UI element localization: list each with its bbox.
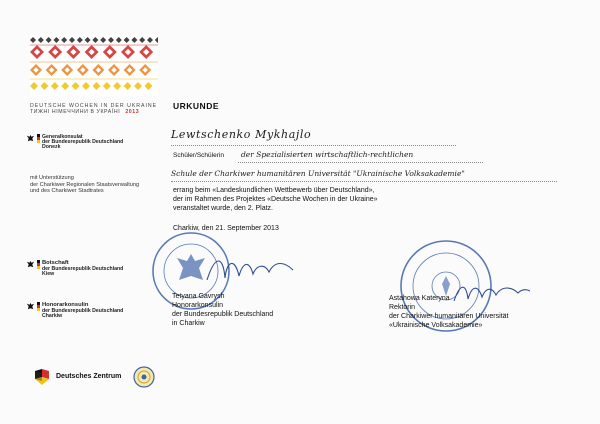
support-line1: mit Unterstützung bbox=[30, 175, 74, 181]
school-line1: der Spezialisierten wirtschaftlich-rechtlichen bbox=[241, 150, 414, 159]
school-underline2 bbox=[171, 181, 557, 182]
cube-logo-icon bbox=[33, 368, 51, 386]
signer-right-block bbox=[389, 294, 508, 330]
banner-logo bbox=[30, 34, 158, 124]
eagle-icon bbox=[26, 260, 35, 269]
recipient-label: Schüler/Schülerin bbox=[173, 152, 224, 159]
signer-left-org: der Bundesrepublik Deutschland bbox=[172, 311, 274, 318]
flag-stripe bbox=[37, 302, 40, 311]
signer-right-role: Rektorin bbox=[389, 304, 416, 311]
recipient-name: Lewtschenko Mykhajlo bbox=[171, 128, 312, 141]
honorary-line1: Honorarkonsulin bbox=[42, 302, 89, 308]
signer-right-name2: «Ukrainische Volksakademie» bbox=[389, 322, 483, 329]
consulate-line2: der Bundesrepublik Deutschland bbox=[42, 139, 124, 145]
signer-left-block bbox=[172, 292, 273, 328]
eagle-icon bbox=[26, 302, 35, 311]
banner-year: 2013 bbox=[125, 109, 140, 115]
consulate-block bbox=[26, 134, 136, 160]
body-text bbox=[173, 186, 378, 213]
embassy-line3: Kiew bbox=[42, 271, 55, 277]
support-line2: der Charkiwer Regionalen Staatsverwaltung bbox=[30, 181, 140, 188]
body-line1: errang beim «Landeskundlichen Wettbewerb über Deutschland», bbox=[173, 187, 375, 194]
flag-stripe bbox=[37, 260, 40, 269]
body-line3: veranstaltet wurde, den 2. Platz. bbox=[173, 205, 273, 212]
school-underline1 bbox=[238, 162, 483, 163]
logo-text: Deutsches Zentrum bbox=[56, 373, 122, 380]
support-block bbox=[30, 175, 180, 195]
eagle-icon bbox=[26, 134, 35, 143]
signer-left-place: in Charkiw bbox=[172, 320, 205, 327]
deutsches-zentrum-logo bbox=[33, 368, 123, 388]
honorary-line3: Charkiw bbox=[42, 313, 63, 319]
university-seal-icon bbox=[133, 366, 155, 388]
banner-line1: DEUTSCHE WOCHEN IN DER UKRAINE bbox=[30, 103, 158, 109]
banner-line2-wrap bbox=[30, 109, 158, 115]
recipient-underline bbox=[171, 145, 456, 146]
signer-left-name: Tetyana Gavrysh bbox=[172, 293, 225, 300]
support-line3: und des Charkiwer Stadtrates bbox=[30, 188, 104, 195]
honorary-block bbox=[26, 302, 146, 324]
honorary-line2: der Bundesrepublik Deutschland bbox=[42, 308, 124, 314]
consulate-line1: Generalkonsulat bbox=[42, 134, 83, 140]
embroidery-pattern-icon bbox=[30, 34, 158, 96]
certificate-title: URKUNDE bbox=[173, 101, 219, 111]
date-line: Charkiw, den 21. September 2013 bbox=[173, 225, 279, 232]
body-line2: der im Rahmen des Projektes «Deutsche Wochen in der Ukraine» bbox=[173, 196, 378, 203]
embassy-line2: der Bundesrepublik Deutschland bbox=[42, 266, 124, 272]
signer-right-name: Astahowa Kateryna bbox=[389, 295, 450, 302]
signer-left-role: Honorarkonsulin bbox=[172, 302, 223, 309]
embassy-line1: Botschaft bbox=[42, 260, 69, 266]
consulate-line3: Donezk bbox=[42, 144, 61, 150]
left-signature-icon bbox=[205, 250, 295, 290]
signer-right-org: der Charkiwer humanitären Universität bbox=[389, 313, 509, 320]
flag-stripe bbox=[37, 134, 40, 143]
school-line2: Schule der Charkiwer humanitären Universität "Ukrainische Volksakademie" bbox=[171, 169, 465, 178]
banner-line2: ТИЖНІ НІМЕЧЧИНИ В УКРАЇНІ bbox=[30, 109, 121, 115]
embassy-block bbox=[26, 260, 146, 282]
